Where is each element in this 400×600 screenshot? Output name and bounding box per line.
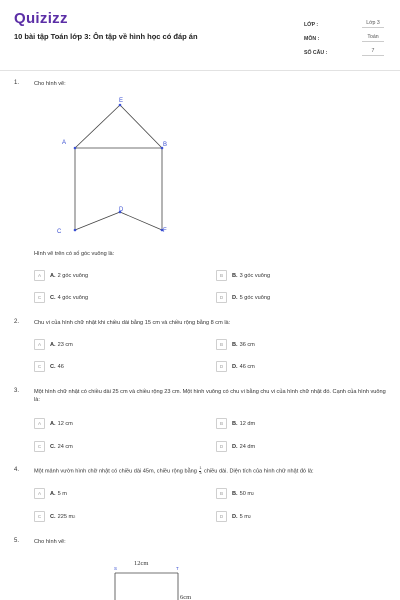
question-4-text-before: Một mảnh vườn hình chữ nhật có chiều dài 45m, chiều rộng bằng [34,468,199,475]
q4-option-b[interactable] [216,488,254,499]
option-box: C [34,511,45,522]
option-letter: C. [50,443,56,450]
option-letter: D. [232,513,238,520]
option-text: 24 cm [57,443,73,450]
option-letter: A. [50,272,56,279]
worksheet-title: 10 bài tập Toán lớp 3: Ôn tập về hình học có đáp án [14,32,198,41]
quizizz-logo: Quizizz [14,10,68,27]
label-12cm: 12cm [134,560,149,567]
house-figure [50,90,180,240]
question-2-text: Chu vi của hình chữ nhật khi chiều dài bằng 15 cm và chiều rộng bằng 8 cm là: [34,320,231,326]
option-text: 46 cm [239,363,255,370]
option-box: B [216,339,227,350]
fraction-denominator: 3 [199,470,202,475]
option-text: 50 m [239,490,253,497]
option-letter: C. [50,363,56,370]
option-letter: A. [50,341,56,348]
question-5-text: Cho hình vẽ: [34,539,66,545]
option-box: D [216,361,227,372]
q1-option-b[interactable] [216,270,270,281]
meta-subject [304,28,384,42]
worksheet-meta [304,14,384,56]
question-3-number: 3. [14,388,20,394]
q1-option-d[interactable] [216,292,270,303]
option-text: 12 dm [239,420,256,427]
q1-option-c[interactable] [34,292,88,303]
question-1-number: 1. [14,80,20,86]
question-5-number: 5. [14,538,20,544]
option-text: 5 m [57,490,67,497]
option-box: A [34,339,45,350]
header-divider [0,70,400,71]
meta-count-label: SỐ CÂU : [304,50,328,56]
q4-option-d[interactable] [216,511,251,522]
option-letter: D. [232,443,238,450]
q2-option-d[interactable] [216,361,255,372]
option-text: 3 góc vuông [239,272,271,279]
option-superscript: 2 [252,491,255,496]
option-letter: B. [232,272,238,279]
label-s: S [114,566,118,571]
option-letter: B. [232,341,238,348]
q3-option-d[interactable] [216,441,255,452]
question-4-text [34,467,386,476]
meta-subject-label: MÔN : [304,36,320,42]
label-t: T [176,566,179,571]
question-3-text: Một hình chữ nhật có chiều dài 25 cm và chiều rộng 23 cm. Một hình vuông có chu vi bằng chu vi của hình chữ nhật đó. Cạnh của hình vuông là: [34,389,386,403]
option-box: D [216,441,227,452]
q4-option-a[interactable] [34,488,67,499]
option-box: C [34,292,45,303]
meta-subject-value: Toán [362,34,384,42]
option-letter: D. [232,363,238,370]
option-text: 36 cm [239,341,255,348]
option-box: B [216,270,227,281]
q1-option-a[interactable] [34,270,88,281]
option-letter: B. [232,420,238,427]
question-4-number: 4. [14,467,20,473]
label-c: C [57,229,62,235]
rectangle-figure [100,555,210,600]
option-text: 225 m [57,513,74,520]
option-letter: C. [50,294,56,301]
option-box: A [34,488,45,499]
meta-class [304,14,384,28]
option-box: A [34,270,45,281]
label-b: B [163,142,168,148]
question-2-number: 2. [14,319,20,325]
option-box: C [34,441,45,452]
q2-option-c[interactable] [34,361,64,372]
label-f: F [163,228,167,234]
option-text: 5 góc vuông [239,294,271,301]
option-text: 24 dm [239,443,256,450]
label-6cm: 6cm [180,594,192,600]
q2-option-b[interactable] [216,339,255,350]
question-1-text: Cho hình vẽ: [34,81,66,87]
option-letter: A. [50,420,56,427]
meta-class-label: LỚP : [304,22,319,28]
question-1-subtext: Hình vẽ trên có số góc vuông là: [34,251,115,257]
meta-count [304,42,384,56]
option-superscript: 2 [73,514,76,519]
option-text: 5 m [239,513,249,520]
meta-class-value: Lớp 3 [362,20,384,28]
label-e: E [119,98,124,104]
label-a: A [62,140,67,146]
q4-option-c[interactable] [34,511,75,522]
option-text: 2 góc vuông [57,272,89,279]
option-text: 46 [57,363,64,370]
q2-option-a[interactable] [34,339,73,350]
q3-option-a[interactable] [34,418,73,429]
option-superscript: 2 [248,514,252,519]
option-letter: B. [232,490,238,497]
option-text: 23 cm [57,341,73,348]
option-letter: C. [50,513,56,520]
label-d: D [119,207,124,213]
question-4-text-after: chiều dài. Diện tích của hình chữ nhật đó là: [202,468,314,475]
option-text: 12 cm [57,420,73,427]
option-box: C [34,361,45,372]
option-box: A [34,418,45,429]
option-box: D [216,292,227,303]
q3-option-c[interactable] [34,441,73,452]
option-box: B [216,488,227,499]
option-text: 4 góc vuông [57,294,89,301]
option-letter: A. [50,490,56,497]
option-box: D [216,511,227,522]
q3-option-b[interactable] [216,418,255,429]
fraction-numerator: 1 [199,466,202,470]
option-box: B [216,418,227,429]
option-letter: D. [232,294,238,301]
meta-count-value: 7 [362,48,384,56]
